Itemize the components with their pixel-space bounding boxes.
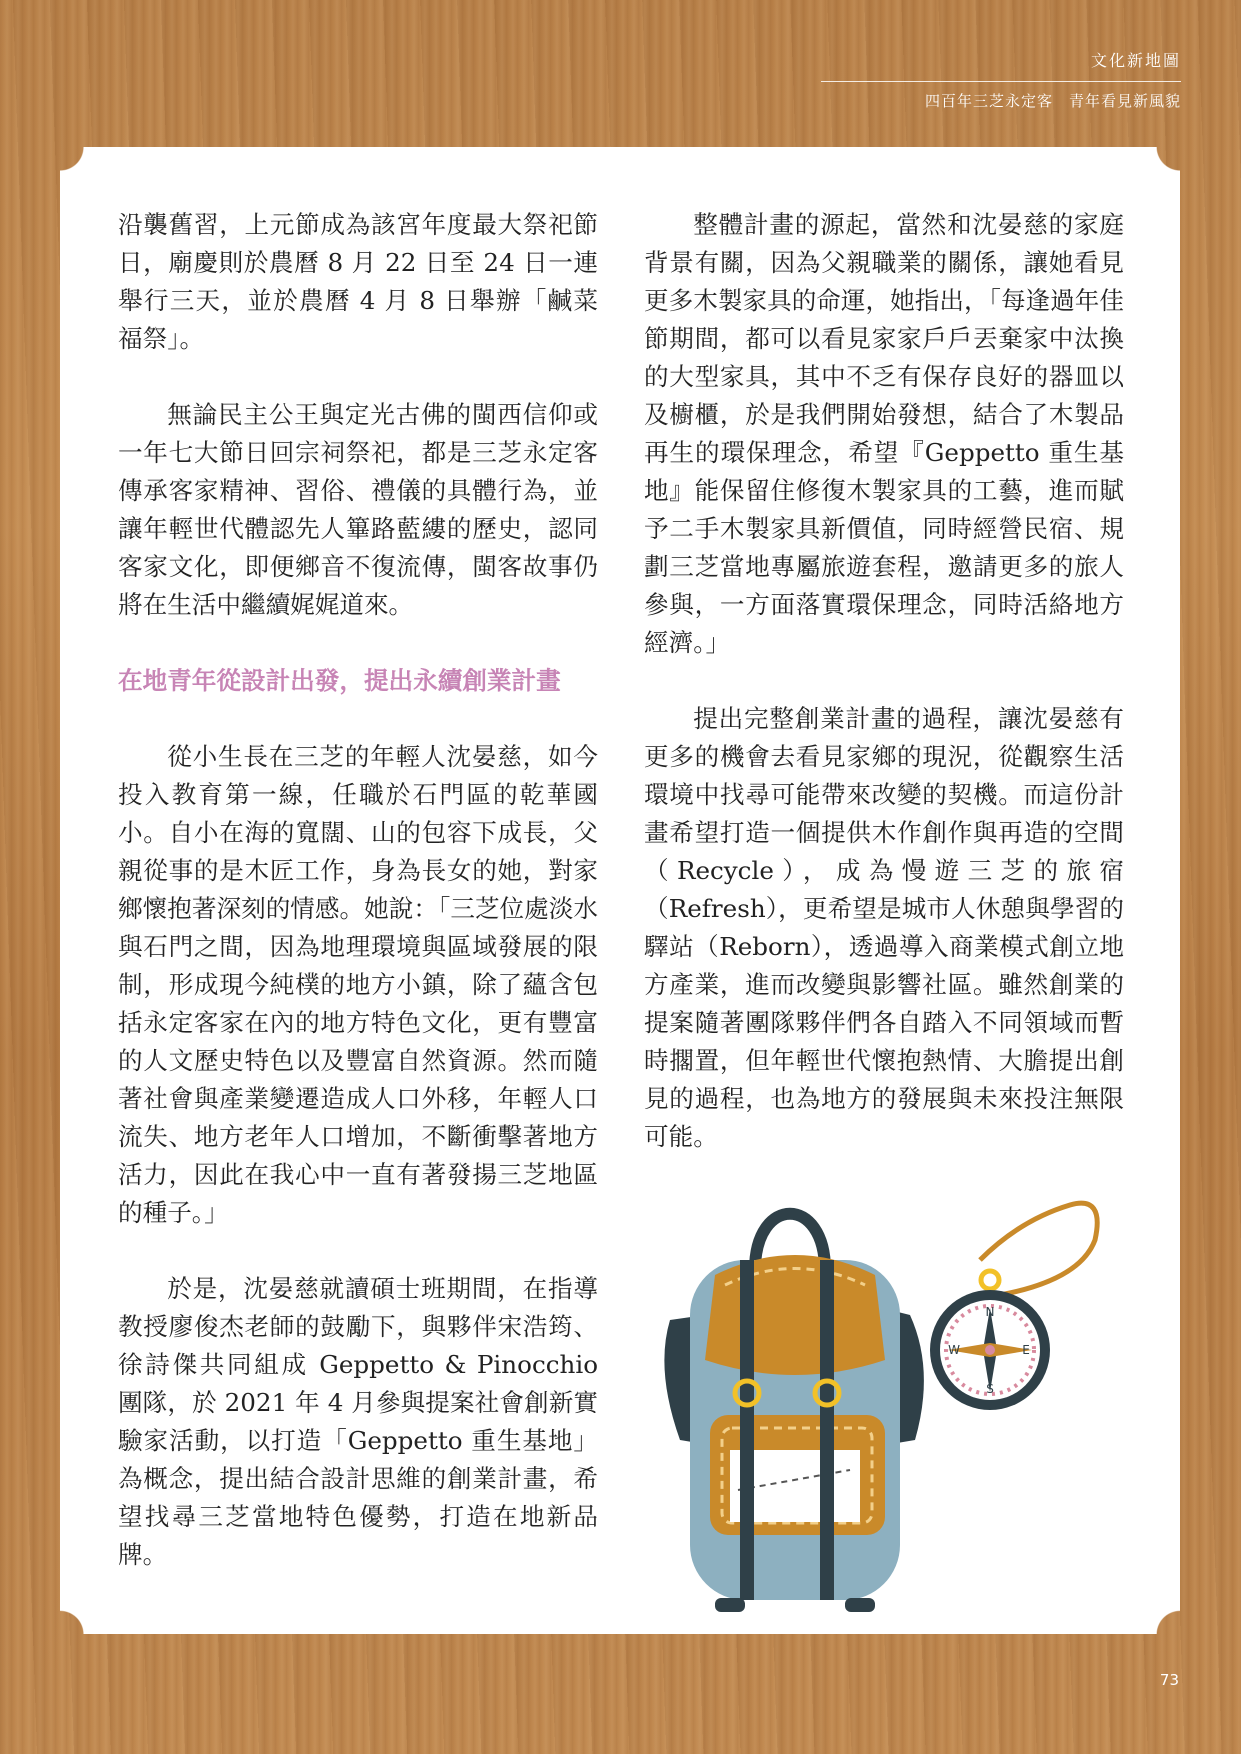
page-number: 73 [1159,1671,1179,1689]
running-head [821,48,1181,111]
header-rule [821,81,1181,82]
article-subtitle: 四百年三芝永定客 青年看見新風貌 [924,92,1181,110]
paragraph-left-4: 於是，沈晏慈就讀碩士班期間，在指導教授廖俊杰老師的鼓勵下，與夥伴宋浩筠、徐詩傑共同組成 Geppetto & Pinocchio 團隊，於 2021 年 4 月參與提案社會創新實驗家活動，以打造「Geppetto 重生基地」為概念，提出結合設計思維的創業計畫，希望找尋三芝當地特色優勢，打造在地新品牌。 [118,1274,598,1569]
paragraph-left-2: 無論民主公王與定光古佛的閩西信仰或一年七大節日回宗祠祭祀，都是三芝永定客傳承客家精神、習俗、禮儀的具體行為，並讓年輕世代體認先人篳路藍縷的歷史，認同客家文化，即便鄉音不復流傳，閩客故事仍將在生活中繼續娓娓道來。 [118,400,598,619]
right-column [644,206,1124,1194]
paragraph-left-3: 從小生長在三芝的年輕人沈晏慈，如今投入教育第一線，任職於石門區的乾華國小。自小在海的寬闊、山的包容下成長，父親從事的是木匠工作，身為長女的她，對家鄉懷抱著深刻的情感。她說：「三芝位處淡水與石門之間，因為地理環境與區域發展的限制，形成現今純樸的地方小鎮，除了蘊含包括永定客家在內的地方特色文化，更有豐富的人文歷史特色以及豐富自然資源。然而隨著社會與產業變遷造成人口外移，年輕人口流失、地方老年人口增加，不斷衝擊著地方活力，因此在我心中一直有著發揚三芝地區的種子。」 [118,742,598,1227]
paragraph-right-2: 提出完整創業計畫的過程，讓沈晏慈有更多的機會去看見家鄉的現況，從觀察生活環境中找尋可能帶來改變的契機。而這份計畫希望打造一個提供木作創作與再造的空間（Recycle），成為慢遊三芝的旅宿（Refresh），更希望是城市人休憩與學習的驛站（Reborn），透過導入商業模式創立地方產業，進而改變與影響社區。雖然創業的提案隨著團隊夥伴們各自踏入不同領域而暫時擱置，但年輕世代懷抱熱情、大膽提出創見的過程，也為地方的發展與未來投注無限可能。 [644,704,1124,1151]
compass-letter-w: W [948,1343,960,1357]
compass-icon [930,1203,1097,1410]
compass-letter-n: N [985,1305,995,1319]
paragraph-left-1: 沿襲舊習，上元節成為該宮年度最大祭祀節日，廟慶則於農曆 8 月 22 日至 24 日一連舉行三天，並於農曆 4 月 8 日舉辦「鹹菜福祭」。 [118,210,598,353]
section-heading: 在地青年從設計出發，提出永續創業計畫 [118,666,561,695]
backpack-icon [664,1214,924,1612]
compass-letter-e: E [1022,1343,1030,1357]
compass-letter-s: S [986,1382,994,1396]
paragraph-right-1: 整體計畫的源起，當然和沈晏慈的家庭背景有關，因為父親職業的關係，讓她看見更多木製家具的命運，她指出，「每逢過年佳節期間，都可以看見家家戶戶丟棄家中汰換的大型家具，其中不乏有保存良好的器皿以及櫥櫃，於是我們開始發想，結合了木製品再生的環保理念，希望『Geppetto 重生基地』能保留住修復木製家具的工藝，進而賦予二手木製家具新價值，同時經營民宿、規劃三芝當地專屬旅遊套程，邀請更多的旅人參與，一方面落實環保理念，同時活絡地方經濟。」 [644,210,1124,657]
section-title: 文化新地圖 [1090,51,1181,70]
travel-illustration [660,1200,1180,1620]
left-column [118,206,598,1612]
